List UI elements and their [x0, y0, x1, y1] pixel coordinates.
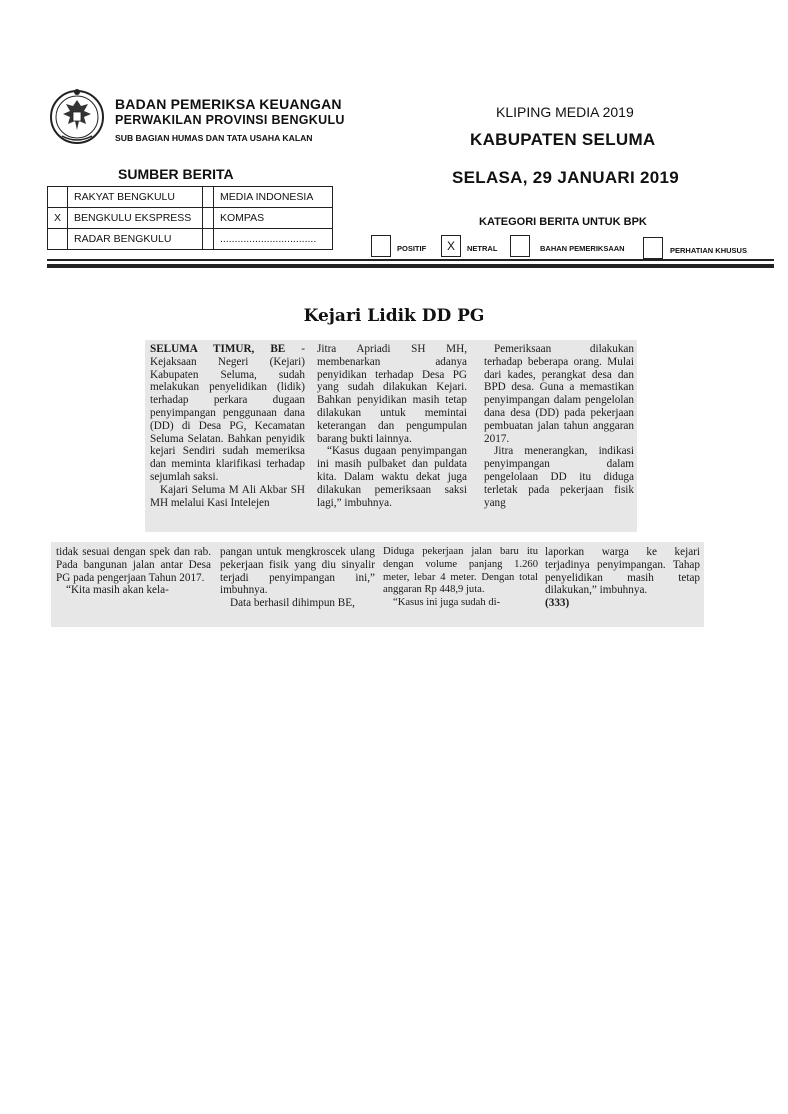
- source-name-2: MEDIA INDONESIA: [214, 187, 333, 208]
- source-spacer: [203, 187, 214, 208]
- category-label-positif: POSITIF: [397, 244, 427, 253]
- category-checkbox-perhatian: [643, 237, 663, 259]
- article-text: tidak sesuai dengan spek dan rab. Pada bangunan jalan antar Desa PG pada pengerjaan Tahun 2017.: [56, 546, 211, 584]
- article-column-6: [383, 546, 538, 610]
- article-column-5: [220, 546, 375, 610]
- article-text: laporkan warga ke kejari terjadinya penyimpangan. Tahap penyelidikan masih tetap dilakukan,” imbuhnya.: [545, 546, 700, 597]
- category-label-perhatian: PERHATIAN KHUSUS: [670, 246, 747, 255]
- source-row: [48, 187, 333, 208]
- article-headline: Kejari Lidik DD PG: [303, 306, 485, 326]
- source-title: SUMBER BERITA: [118, 166, 234, 182]
- article-text: Data berhasil dihimpun BE,: [230, 597, 355, 610]
- org-name: BADAN PEMERIKSA KEUANGAN: [115, 96, 342, 112]
- source-mark: [48, 187, 68, 208]
- category-checkbox-positif: [371, 235, 391, 257]
- article-dateline: SELUMA TIMUR, BE: [150, 343, 286, 355]
- category-checkbox-netral: X: [441, 235, 461, 257]
- article-text: pangan untuk mengkroscek ulang pekerjaan fisik yang diu sinyalir terjadi penyimpangan ini,” imbuhnya.: [220, 546, 375, 597]
- article-text: “Kasus dugaan penyimpangan ini masih pulbaket dan puldata kita. Dalam waktu dekat juga dilakukan pemeriksaan saksi lagi,” imbuhnya.: [317, 445, 467, 509]
- bpk-logo-emblem: [48, 86, 106, 148]
- article-column-2: [317, 343, 467, 509]
- source-mark: [48, 229, 68, 250]
- source-name: RADAR BENGKULU: [68, 229, 203, 250]
- divider-thick: [47, 264, 774, 268]
- source-spacer: [203, 208, 214, 229]
- article-column-3: [484, 343, 634, 509]
- category-title: KATEGORI BERITA UNTUK BPK: [479, 216, 647, 228]
- article-column-4: [56, 546, 211, 597]
- region-title: KABUPATEN SELUMA: [470, 130, 656, 149]
- article-text: Diduga pekerjaan jalan baru itu dengan volume panjang 1.260 meter, lebar 4 meter. Dengan total anggaran Rp 448,9 juta.: [383, 546, 538, 596]
- source-mark: X: [48, 208, 68, 229]
- source-name-2: .................................: [214, 229, 333, 250]
- divider-thin: [47, 259, 774, 261]
- org-branch: PERWAKILAN PROVINSI BENGKULU: [115, 113, 345, 127]
- kliping-title: KLIPING MEDIA 2019: [496, 104, 634, 120]
- org-subdivision: SUB BAGIAN HUMAS DAN TATA USAHA KALAN: [115, 133, 313, 143]
- article-text: Jitra menerangkan, indikasi penyimpangan dalam pengelolaan DD itu diduga terletak pada pekerjaan fisik yang: [484, 445, 634, 509]
- source-name: BENGKULU EKSPRESS: [68, 208, 203, 229]
- article-column-1: [150, 343, 305, 509]
- article-signoff: (333): [545, 597, 570, 610]
- category-label-bahan: BAHAN PEMERIKSAAN: [540, 244, 625, 253]
- article-text: - Kejaksaan Negeri (Kejari) Kabupaten Seluma, sudah melakukan penyelidikan (lidik) terhadap perkara dugaan penyimpangan penggunaan dana (DD) di Desa PG, Kecamatan Seluma Selatan. Bahkan penyidik kejari Sendiri sudah memeriksa dan meminta klarifikasi terhadap sejumlah saksi.: [150, 343, 305, 483]
- article-text: Pemeriksaan dilakukan terhadap beberapa orang. Mulai dari kades, perangkat desa dan BPD desa. Guna a memastikan penyimpangan dalam pengelolan dana desa (DD) pada pekerjaan pembuatan jalan tahun anggaran 2017.: [484, 343, 634, 445]
- article-text: Kajari Seluma M Ali Akbar SH MH melalui Kasi Intelejen: [150, 483, 305, 509]
- date-title: SELASA, 29 JANUARI 2019: [452, 168, 680, 187]
- article-text: “Kita masih akan kela-: [66, 584, 169, 597]
- source-row: [48, 208, 333, 229]
- category-checkbox-bahan: [510, 235, 530, 257]
- source-name: RAKYAT BENGKULU: [68, 187, 203, 208]
- source-table: [47, 186, 333, 250]
- source-name-2: KOMPAS: [214, 208, 333, 229]
- source-spacer: [203, 229, 214, 250]
- article-text: Jitra Apriadi SH MH, membenarkan adanya penyidikan terhadap Desa PG yang sudah dilakukan Kejari. Bahkan penyidikan masih tetap dilakukan untuk memintai keterangan dan pengumpulan barang bukti lainnya.: [317, 343, 467, 445]
- category-label-netral: NETRAL: [467, 244, 498, 253]
- source-row: [48, 229, 333, 250]
- article-text: “Kasus ini juga sudah di-: [393, 597, 501, 609]
- article-column-7: [545, 546, 700, 610]
